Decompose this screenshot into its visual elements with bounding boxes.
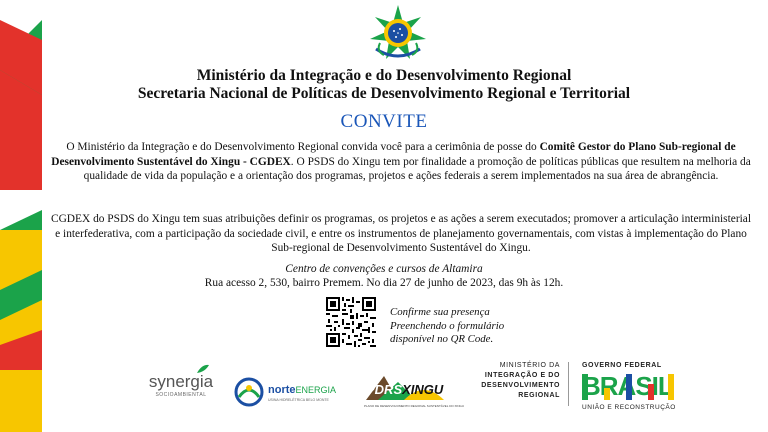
ministerio-line: DESENVOLVIMENTO [481, 382, 560, 389]
brasil-color-blocks-icon [582, 374, 686, 400]
xingu-word: XINGU [402, 382, 444, 397]
attributions-paragraph: CGDEX do PSDS do Xingu tem suas atribuições definir os programas, os projetos e as ações a serem executados; promover a articulação interministerial e interfederativa, com a participação da sociedade civil, e entre os instrumentos de planejamento governamentais, com vistas à implementação do Plano Sub-regional de Desenvolvimento Sustentável do Xingu. [50, 213, 752, 255]
synergia-leaf-icon [196, 364, 210, 374]
invitation-paragraph [50, 140, 752, 184]
ministerio-line: INTEGRAÇÃO E DO [484, 372, 560, 379]
energia-word: ENERGIA [295, 385, 337, 395]
invitation-heading: CONVITE [340, 111, 428, 132]
decorative-color-stripe [0, 0, 42, 432]
ministerio-logo [470, 361, 560, 401]
brazil-coat-of-arms-emblem [366, 3, 430, 67]
governo-federal-logo [582, 362, 688, 414]
synergia-logo [146, 372, 216, 398]
norte-word: norte [268, 384, 296, 396]
synergia-wordmark: synergia [148, 372, 214, 391]
qr-code[interactable] [326, 297, 376, 347]
rsvp-line: disponível no QR Code. [390, 333, 494, 346]
committee-name: Comitê Gestor do Plano Sub-regional de Desenvolvimento Sustentável do Xingu - CGDEX [51, 141, 736, 168]
rsvp-instructions [390, 306, 504, 347]
rsvp-line: Preenchendo o formulário [390, 319, 505, 332]
pdrs-xingu-wordmark [366, 382, 446, 397]
venue-name: Centro de convenções e cursos de Altamira [285, 263, 483, 275]
secretariat-title: Secretaria Nacional de Políticas de Desenvolvimento Regional e Territorial [137, 85, 631, 102]
pdrs-xingu-logo [364, 372, 465, 414]
logo-divider [568, 362, 569, 406]
paragraph-text: O Ministério da Integração e do Desenvolvimento Regional convida você para a cerimônia de posse do [66, 141, 540, 153]
synergia-tagline: SOCIOAMBIENTAL [155, 392, 207, 398]
ministerio-line: REGIONAL [518, 392, 560, 399]
pdrs-word: PDRS [366, 382, 403, 397]
norte-energia-tagline: USINA HIDRELÉTRICA BELO MONTE [268, 398, 329, 402]
event-address-date: Rua acesso 2, 530, bairro Premem. No dia 27 de junho de 2023, das 9h às 12h. [204, 277, 564, 289]
rsvp-line: Confirme sua presença [390, 306, 490, 318]
norte-energia-logo [234, 377, 346, 411]
ministerio-line: MINISTÉRIO DA [499, 362, 560, 369]
pdrs-xingu-tagline: PLANO DE DESENVOLVIMENTO REGIONAL SUSTENTÁVEL DO XINGU [364, 404, 465, 408]
norte-energia-symbol-icon [234, 377, 264, 407]
uniao-reconstrucao-label: UNIÃO E RECONSTRUÇÃO [582, 404, 676, 411]
ministry-title: Ministério da Integração e do Desenvolvimento Regional [196, 67, 572, 84]
norte-energia-wordmark [268, 384, 336, 396]
paragraph-text: . O PSDS do Xingu tem por finalidade a promoção de políticas públicas que resultem na melhoria da qualidade de vida da população e a orientação dos programas, projetos e ações federais a serem implementados na sua área de abrangência. [83, 155, 751, 183]
governo-federal-label: GOVERNO FEDERAL [582, 362, 662, 369]
